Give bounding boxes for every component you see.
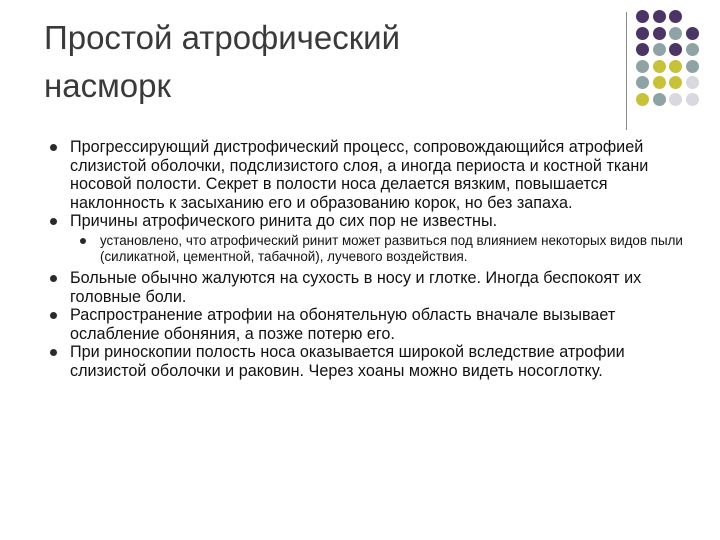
slide-title	[44, 14, 604, 110]
decorative-dot	[653, 43, 666, 56]
bullet-icon	[50, 218, 57, 225]
decorative-dot	[653, 60, 666, 73]
bullet-text: При риноскопии полость носа оказывается широкой вследствие атрофии слизистой оболочки и раковин. Через хоаны можно видеть носоглотку.	[70, 343, 625, 380]
bullet-text: Прогрессирующий дистрофический процесс, сопровождающийся атрофией слизистой оболочки, подслизистого слоя, а иногда периоста и костной ткани носовой полости. Секрет в полости носа делается вязким, повышается наклонность к засыханию его и образованию корок, но без запаха.	[70, 138, 649, 212]
bullet-text: Больные обычно жалуются на сухость в носу и глотке. Иногда беспокоят их головные боли.	[70, 268, 642, 306]
decorative-dot	[669, 10, 682, 23]
decorative-dot	[653, 27, 666, 40]
bullet-text: Распространение атрофии на обонятельную область вначале вызывает ослабление обоняния, а позже потерю его.	[70, 306, 616, 343]
decorative-dot	[669, 76, 682, 89]
decorative-dot	[686, 60, 699, 73]
bullet-icon	[50, 349, 57, 356]
bullet-item	[48, 138, 688, 212]
bullet-item	[48, 269, 688, 306]
title-line-1: Простой атрофический	[44, 19, 401, 56]
decorative-dot-grid	[636, 10, 716, 110]
bullet-icon	[50, 275, 57, 282]
decorative-dot	[686, 76, 699, 89]
bullet-item	[48, 212, 688, 231]
bullet-text: Причины атрофического ринита до сих пор не известны.	[70, 212, 498, 231]
decorative-dot	[653, 93, 666, 106]
bullet-item	[48, 306, 688, 343]
decorative-dot	[686, 43, 699, 56]
decorative-dot	[686, 93, 699, 106]
decorative-divider	[626, 12, 627, 130]
sub-bullet-item	[48, 233, 688, 265]
decorative-dot	[636, 27, 649, 40]
bullet-icon	[50, 312, 57, 319]
decorative-dot	[669, 27, 682, 40]
decorative-dot	[669, 43, 682, 56]
bullet-icon	[50, 144, 57, 151]
title-line-2: насморк	[44, 67, 171, 104]
slide-content	[48, 138, 688, 381]
decorative-dot	[686, 27, 699, 40]
decorative-dot	[669, 60, 682, 73]
decorative-dot	[653, 76, 666, 89]
decorative-dot	[636, 76, 649, 89]
decorative-dot	[636, 10, 649, 23]
decorative-dot	[653, 10, 666, 23]
decorative-dot	[669, 93, 682, 106]
decorative-dot	[636, 93, 649, 106]
sub-bullet-text: установлено, что атрофический ринит может развиться под влиянием некоторых видов пыли (силикатной, цементной, табачной), лучевого воздействия.	[100, 232, 683, 264]
bullet-item	[48, 343, 688, 380]
sub-bullet-icon	[80, 238, 86, 244]
decorative-dot	[636, 60, 649, 73]
decorative-dot	[636, 43, 649, 56]
